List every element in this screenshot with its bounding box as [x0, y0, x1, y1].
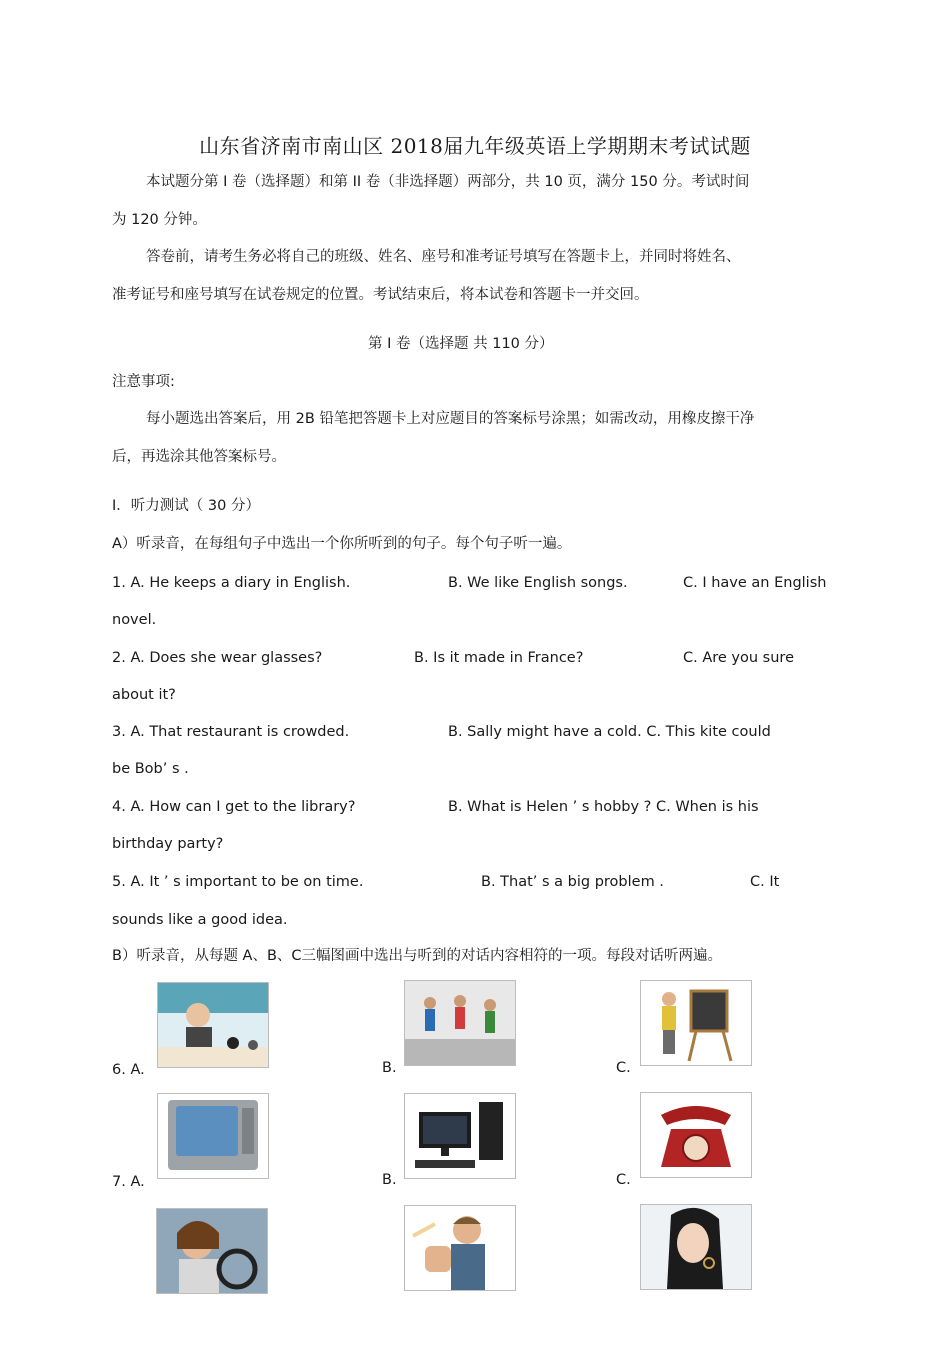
section-b-instruction: B）听录音，从每题 A、B、C三幅图画中选出与听到的对话内容相符的一项。每段对话听两遍。	[112, 948, 723, 964]
q3-option-b: B. Sally might have a cold. C. This kite could	[448, 724, 771, 740]
q7-option-b-label: B.	[382, 1172, 397, 1188]
boy-easel-image	[640, 980, 752, 1066]
television-image	[157, 1093, 269, 1179]
notice-label: 注意事项:	[112, 374, 175, 390]
section-heading: I．听力测试（ 30 分）	[112, 498, 260, 514]
q5-option-a: 5. A. It ’ s important to be on time.	[112, 874, 364, 890]
q2-option-c: C. Are you sure	[683, 650, 794, 666]
q1-option-b: B. We like English songs.	[448, 575, 628, 591]
q3-option-a: 3. A. That restaurant is crowded.	[112, 724, 350, 740]
q4-option-a: 4. A. How can I get to the library?	[112, 799, 356, 815]
q5-continuation: sounds like a good idea.	[112, 912, 288, 928]
q4-continuation: birthday party?	[112, 836, 224, 852]
q1-option-a: 1. A. He keeps a diary in English.	[112, 575, 351, 591]
woman-earring-image	[640, 1204, 752, 1290]
telephone-image	[640, 1092, 752, 1178]
part1-heading: 第 I 卷（选择题 共 110 分）	[368, 336, 554, 352]
notice-line-1: 每小题选出答案后，用 2B 铅笔把答题卡上对应题目的答案标号涂黑；如需改动，用橡皮擦干净	[146, 411, 755, 427]
man-refusing-cigarette-image	[404, 1205, 516, 1291]
q2-continuation: about it?	[112, 687, 176, 703]
q7-option-a-label: 7. A.	[112, 1174, 145, 1190]
computer-image	[404, 1093, 516, 1179]
girl-driving-image	[156, 1208, 268, 1294]
q3-continuation: be Bob’ s .	[112, 761, 189, 777]
q4-option-b: B. What is Helen ’ s hobby ? C. When is his	[448, 799, 759, 815]
page-title: 山东省济南市南山区 2018届九年级英语上学期期末考试试题	[199, 134, 751, 158]
section-a-instruction: A）听录音，在每组句子中选出一个你所听到的句子。每个句子听一遍。	[112, 536, 572, 552]
intro-line-2: 为 120 分钟。	[112, 212, 207, 228]
intro-line-3: 答卷前，请考生务必将自己的班级、姓名、座号和准考证号填写在答题卡上，并同时将姓名、	[146, 249, 741, 265]
q6-option-c-label: C.	[616, 1060, 631, 1076]
boy-toys-image	[157, 982, 269, 1068]
intro-line-1: 本试题分第 I 卷（选择题）和第 II 卷（非选择题）两部分，共 10 页，满分 150 分。考试时间	[146, 174, 750, 190]
q5-option-c: C. It	[750, 874, 780, 890]
notice-line-2: 后，再选涂其他答案标号。	[112, 449, 286, 465]
q6-option-a-label: 6. A.	[112, 1062, 145, 1078]
q1-option-c: C. I have an English	[683, 575, 827, 591]
q2-option-b: B. Is it made in France?	[414, 650, 584, 666]
q5-option-b: B. That’ s a big problem .	[481, 874, 664, 890]
kids-running-image	[404, 980, 516, 1066]
q7-option-c-label: C.	[616, 1172, 631, 1188]
intro-line-4: 准考证号和座号填写在试卷规定的位置。考试结束后，将本试卷和答题卡一并交回。	[112, 287, 649, 303]
q2-option-a: 2. A. Does she wear glasses?	[112, 650, 323, 666]
q6-option-b-label: B.	[382, 1060, 397, 1076]
q1-continuation: novel.	[112, 612, 157, 628]
